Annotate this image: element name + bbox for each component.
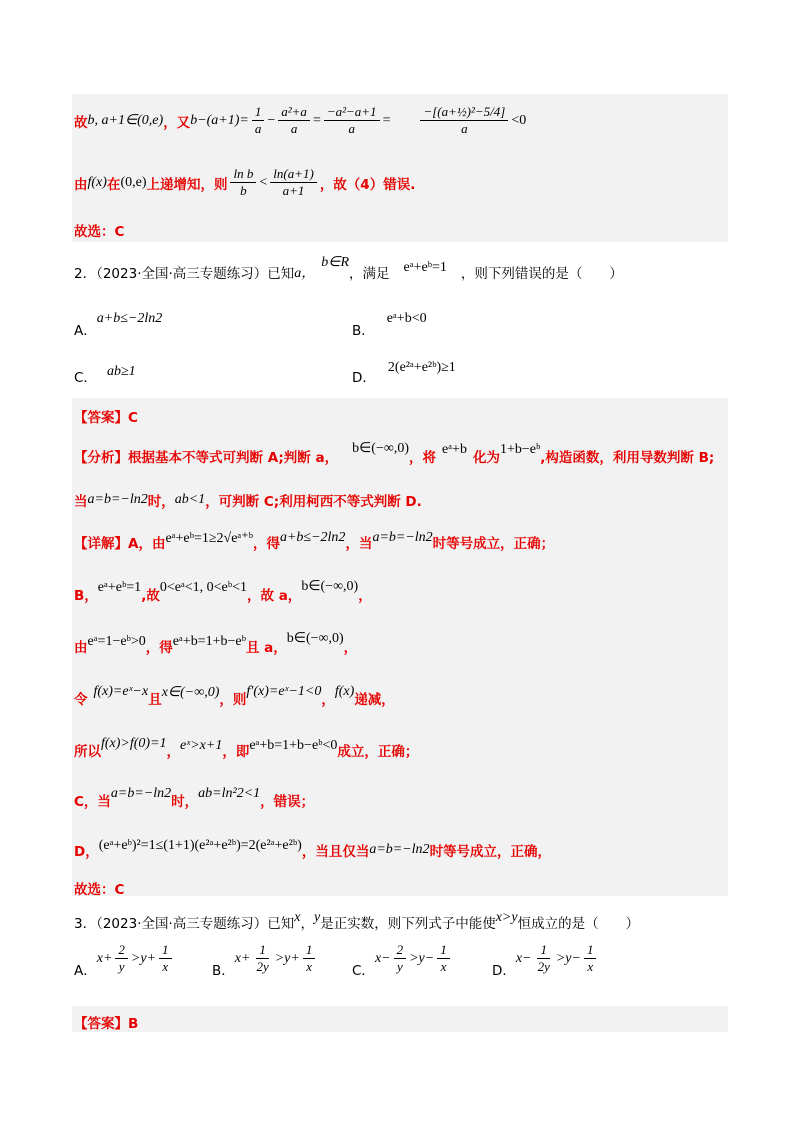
fraction: $\frac{1}{2y}$: [537, 942, 550, 974]
fraction: $\frac{1}{a}$: [252, 104, 265, 137]
prev-answer-select: 故选：C: [74, 224, 125, 240]
q2-detail-2: B， eᵃ+eᵇ=1 ,故 0<eᵃ<1, 0<eᵇ<1 ，故 a， b∈(−∞,0) ，: [74, 578, 372, 604]
fraction: $\frac{2}{y}$: [115, 942, 128, 975]
fraction: $\frac{\text{ln b}}{b}$: [230, 166, 256, 199]
q3-option-d[interactable]: D． x− $\frac{1}{2y}$ >y− $\frac{1}{x}$: [492, 942, 599, 975]
prev-line-1: 故 b, a+1∈(0,e) ，又 b−(a+1)= $\frac{1}{a}$ − $\frac{\text{a²+a}}{a}$ = $\frac{\text{−a²−a+1}}{a}$ = $\frac{\text{−[(a+½)²−5/4]}}{a}$ <0: [74, 104, 527, 136]
fraction: $\frac{2}{y}$: [394, 942, 407, 975]
q2-stem: 2．（2023·全国·高三专题练习）已知 a， b∈R ，满足 eᵃ+eᵇ=1 ，则下列错误的是（ ）: [74, 254, 623, 282]
q2-answer: 【答案】C: [74, 410, 138, 426]
q2-option-d[interactable]: D． 2(e²ᵃ+e²ᵇ)≥1: [352, 360, 456, 386]
fraction: $\frac{\text{−a²−a+1}}{a}$: [324, 104, 380, 137]
q2-detail-5: 所以 f(x)>f(0)=1 ， eˣ>x+1 ，即 eᵃ+b=1+b−eᵇ<0 成立，正确；: [74, 736, 419, 760]
q2-detail-6: C，当 a=b=−ln2 时， ab=ln²2<1 ，错误；: [74, 786, 315, 810]
q2-detail-1: 【详解】A，由 eᵃ+eᵇ=1≥2√eᵃ⁺ᵇ ，得 a+b≤−2ln2 ，当 a=b=−ln2 时等号成立，正确；: [74, 530, 555, 552]
q3-option-b[interactable]: B． x+ $\frac{1}{2y}$ >y+ $\frac{1}{x}$: [212, 942, 318, 975]
fraction: $\frac{1}{x}$: [437, 942, 450, 975]
prev-line-2: 由 f(x) 在 (0,e) 上递增知，则 $\frac{\text{ln b}}{b}$ < $\frac{\ln(a+1)}{a+1}$ ，故（4）错误.: [74, 166, 416, 198]
q2-option-a[interactable]: A． a+b≤−2ln2: [74, 311, 163, 339]
fraction: $\frac{1}{x}$: [303, 942, 316, 975]
fraction: $\frac{1}{2y}$: [256, 942, 269, 974]
q3-option-c[interactable]: C． x− $\frac{2}{y}$ >y− $\frac{1}{x}$: [352, 942, 453, 975]
fraction: $\frac{1}{x}$: [159, 942, 172, 975]
q2-detail-7: D， (eᵃ+eᵇ)²=1≤(1+1)(e²ᵃ+e²ᵇ)=2(e²ᵃ+e²ᵇ) ，当且仅当 a=b=−ln2 时等号成立，正确，: [74, 838, 552, 860]
fraction: $\frac{\text{−[(a+½)²−5/4]}}{a}$: [420, 104, 508, 137]
q2-analysis-1: 【分析】根据基本不等式可判断 A;判断 a， b∈(−∞,0) ，将 eᵃ+b 化为 1+b−eᵇ ,构造函数，利用导数判断 B;: [74, 440, 715, 466]
fraction: $\frac{\text{a²+a}}{a}$: [278, 104, 310, 137]
q2-detail-4: 令 f(x)=eˣ−x 且 x∈(−∞,0) ，则 f′(x)=eˣ−1<0 ， f(x) 递减，: [74, 684, 395, 708]
q2-option-b[interactable]: B． eᵃ+b<0: [352, 311, 427, 339]
q2-option-c[interactable]: C． ab≥1: [74, 364, 136, 386]
fraction: $\frac{\ln(a+1)}{a+1}$: [270, 166, 317, 199]
q2-detail-3: 由 eᵃ=1−eᵇ>0 ，得 eᵃ+b=1+b−eᵇ 且 a， b∈(−∞,0) ，: [74, 630, 358, 656]
q3-answer-panel: [72, 1006, 728, 1032]
q3-option-a[interactable]: A． x+ $\frac{2}{y}$ >y+ $\frac{1}{x}$: [74, 942, 175, 975]
q3-answer: 【答案】B: [74, 1016, 139, 1032]
fraction: $\frac{1}{x}$: [584, 942, 597, 975]
q2-answer-select: 故选：C: [74, 882, 125, 898]
q3-stem: 3．（2023·全国·高三专题练习）已知 x ， y 是正实数，则下列式子中能使 x>y 恒成立的是（ ）: [74, 910, 640, 932]
q2-analysis-2: 当 a=b=−ln2 时， ab<1 ，可判断 C;利用柯西不等式判断 D.: [74, 492, 422, 510]
